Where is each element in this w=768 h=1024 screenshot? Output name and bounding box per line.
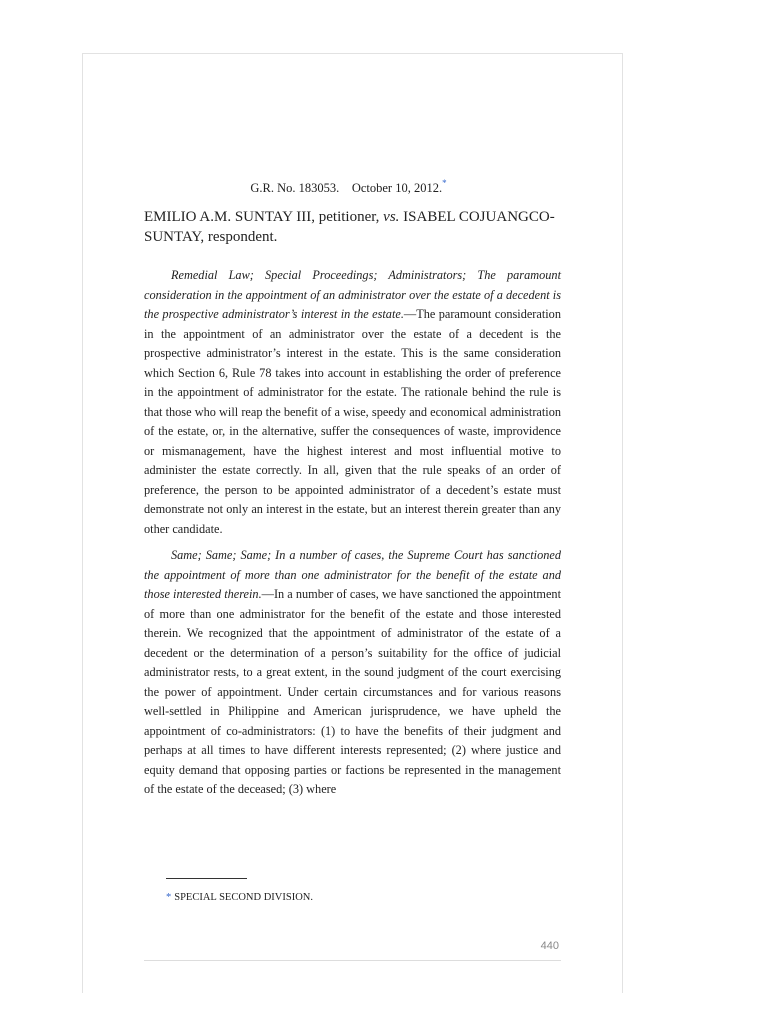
paragraph-text: —In a number of cases, we have sanctioned the appointment of more than one administrator for the benefit of the estate and those interested therein. We recognized that the appointment of administrator of the estate of a decedent or the determination of a person’s suitability for the office of judicial administrator rests, to a great extent, in the sound judgment of the court exercising the power of appointment. Under certain circumstances and for various reasons well-settled in Philippine and American jurisprudence, we have upheld the appointment of co-administrators: (1) to have the benefits of their judgment and perhaps at all times to have different interests represented; (2) where justice and equity demand that opposing parties or factions be represented in the management of the estate of the deceased; (3) where [144, 587, 561, 796]
syllabus-body [144, 266, 561, 800]
case-parties [144, 207, 561, 247]
document-page [82, 53, 623, 993]
headnote: Remedial Law; Special Proceedings; Administrators; The paramount consideration in the appointment of an administrator over the estate of a decedent is the prospective administrator’s interest in the estate. [144, 268, 561, 321]
case-citation [136, 174, 561, 197]
footnote-marker[interactable]: * [166, 892, 172, 903]
paragraph-text: —The paramount consideration in the appointment of an administrator over the estate of a decedent is the prospective administrator’s interest in the estate. This is the same consideration which Section 6, Rule 78 takes into account in establishing the order of preference in the appointment of administrator for the estate. The rationale behind the rule is that those who will reap the benefit of a wise, speedy and economical administration of the estate, or, in the alternative, suffer the consequences of waste, improvidence or mismanagement, have the highest interest and most influential motive to administer the estate correctly. In all, given that the rule speaks of an order of preference, the person to be appointed administrator of a decedent’s estate must demonstrate not only an interest in the estate, but an interest therein greater than any other candidate. [144, 307, 561, 536]
footnote-text: SPECIAL SECOND DIVISION. [174, 892, 313, 903]
syllabus-paragraph [144, 266, 561, 539]
case-footnote-marker[interactable]: * [442, 178, 447, 188]
versus: vs. [383, 209, 400, 225]
case-date: October 10, 2012. [351, 181, 443, 195]
page-content [144, 174, 561, 800]
page-bottom-divider [144, 960, 561, 961]
footnote-divider [166, 878, 247, 879]
page-number: 440 [540, 940, 559, 952]
petitioner: EMILIO A.M. SUNTAY III, petitioner, [144, 209, 380, 225]
headnote: Same; Same; Same; In a number of cases, the Supreme Court has sanctioned the appointment of more than one administrator for the benefit of the estate and those interested therein. [144, 548, 561, 601]
syllabus-paragraph [144, 546, 561, 800]
case-number: G.R. No. 183053. [250, 181, 340, 195]
respondent: ISABEL COJUANGCO-SUNTAY, respondent. [144, 209, 555, 245]
footnote [166, 891, 313, 905]
